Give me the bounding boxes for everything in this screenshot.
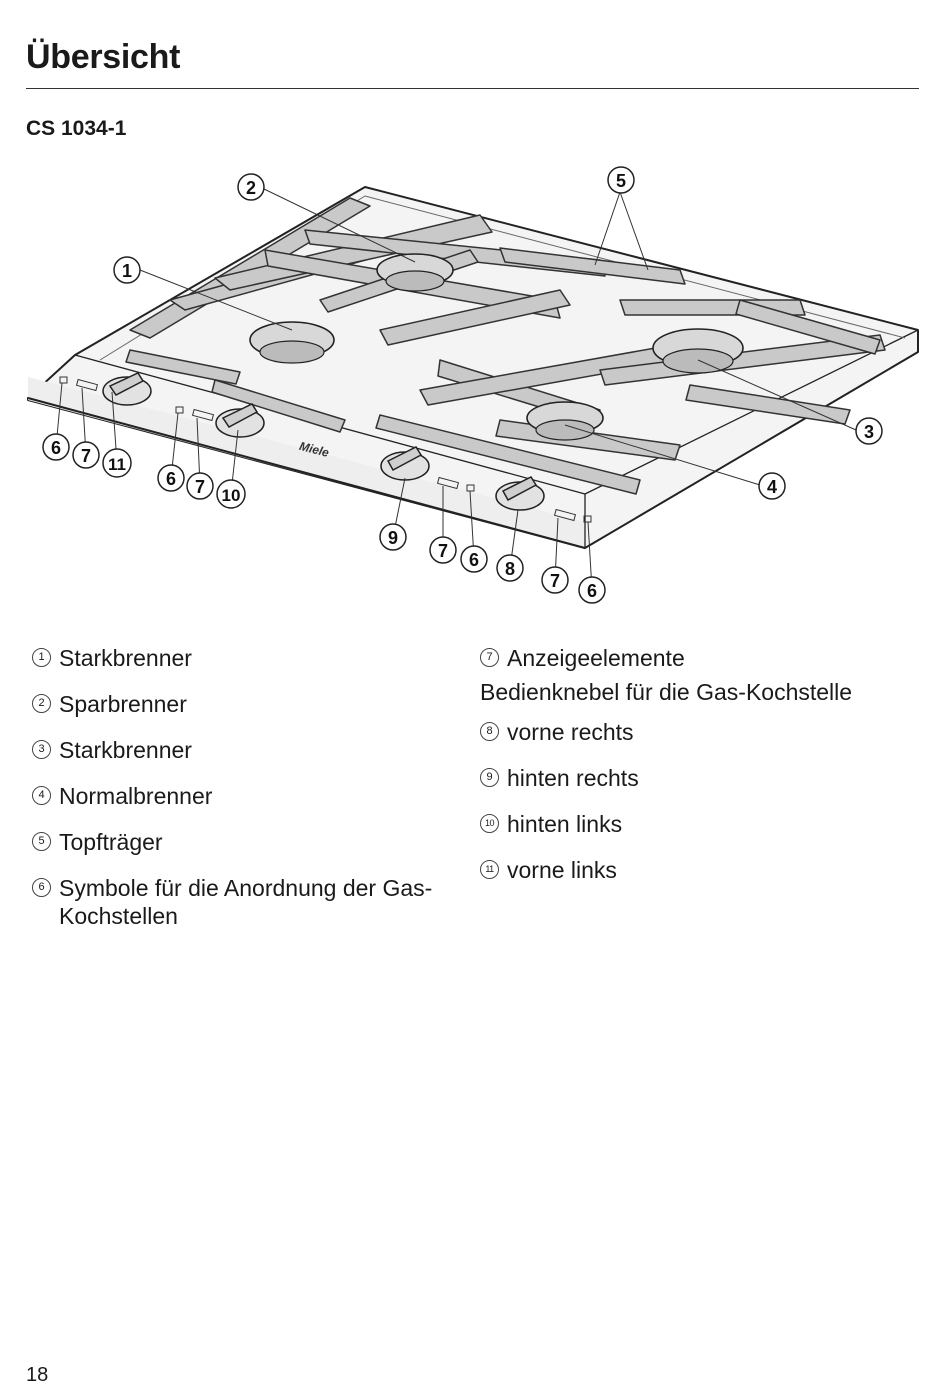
- legend-item: [32, 684, 462, 718]
- legend-text: Symbole für die Anordnung der Gas-Kochstellen: [59, 875, 433, 929]
- svg-text:6: 6: [468, 550, 480, 570]
- legend-item: [32, 776, 462, 810]
- burner-front-right: [527, 402, 603, 440]
- legend-left-column: [32, 638, 462, 930]
- svg-text:3: 3: [863, 422, 875, 442]
- callout-6c: [461, 546, 487, 572]
- legend-item: [480, 638, 920, 672]
- callout-4: [759, 473, 785, 499]
- legend-text: hinten links: [507, 811, 623, 837]
- legend-number: 7: [480, 648, 499, 667]
- callout-2: [238, 174, 264, 200]
- callout-10: [217, 480, 245, 508]
- svg-text:1: 1: [121, 261, 133, 281]
- svg-text:7: 7: [549, 571, 561, 591]
- legend-number: 11: [480, 860, 499, 879]
- legend-item: [32, 822, 462, 856]
- svg-text:6: 6: [165, 469, 177, 489]
- legend-text: hinten rechts: [507, 765, 639, 791]
- legend-number: 2: [32, 694, 51, 713]
- title-divider: [26, 88, 919, 89]
- callout-7c: [430, 537, 456, 563]
- brand-mark: Miele: [297, 439, 331, 460]
- legend-number: 9: [480, 768, 499, 787]
- page-title: Übersicht: [26, 38, 181, 76]
- burner-rear-left: [377, 254, 453, 291]
- callout-7d: [542, 567, 568, 593]
- legend-text: Starkbrenner: [59, 737, 192, 763]
- svg-text:8: 8: [504, 559, 516, 579]
- legend-text: Anzeigeelemente: [507, 645, 685, 671]
- callout-1: [114, 257, 140, 283]
- legend-item: [32, 638, 462, 672]
- legend-number: 5: [32, 832, 51, 851]
- svg-text:11: 11: [108, 455, 126, 474]
- callout-3: [856, 418, 882, 444]
- svg-text:7: 7: [194, 477, 206, 497]
- legend-text: Starkbrenner: [59, 645, 192, 671]
- callout-8: [497, 555, 523, 581]
- legend-number: 3: [32, 740, 51, 759]
- callout-6d: [579, 577, 605, 603]
- legend-text: vorne links: [507, 857, 617, 883]
- svg-text:7: 7: [437, 541, 449, 561]
- svg-text:7: 7: [80, 446, 92, 466]
- legend-number: 10: [480, 814, 499, 833]
- svg-text:5: 5: [615, 171, 627, 191]
- callout-11: [103, 449, 131, 477]
- svg-text:2: 2: [245, 178, 257, 198]
- svg-text:6: 6: [586, 581, 598, 601]
- burner-front-left: [250, 322, 334, 363]
- callout-7b: [187, 473, 213, 499]
- legend-number: 8: [480, 722, 499, 741]
- legend-number: 6: [32, 878, 51, 897]
- legend-item: [480, 758, 920, 792]
- legend-text: Topfträger: [59, 829, 163, 855]
- svg-text:6: 6: [50, 438, 62, 458]
- svg-text:4: 4: [766, 477, 778, 497]
- page-number: 18: [26, 1364, 49, 1386]
- legend-right-column: [480, 638, 920, 884]
- legend-item: [32, 868, 462, 930]
- svg-text:9: 9: [387, 528, 399, 548]
- legend-text: vorne rechts: [507, 719, 634, 745]
- callout-9: [380, 524, 406, 550]
- legend-item: [480, 850, 920, 884]
- legend-text: Sparbrenner: [59, 691, 187, 717]
- burner-rear-right: [653, 329, 743, 373]
- model-name: CS 1034-1: [26, 117, 127, 140]
- callout-7a: [73, 442, 99, 468]
- callout-6b: [158, 465, 184, 491]
- callout-5: [608, 167, 634, 193]
- legend-subheading: Bedienknebel für die Gas-Kochstelle: [480, 679, 853, 705]
- legend-number: 4: [32, 786, 51, 805]
- svg-text:10: 10: [221, 486, 241, 505]
- legend-item: [480, 804, 920, 838]
- legend-item: [480, 712, 920, 746]
- legend-item: [32, 730, 462, 764]
- legend-text: Normalbrenner: [59, 783, 213, 809]
- callout-6a: [43, 434, 69, 460]
- cooktop-illustration: [0, 160, 950, 620]
- legend-number: 1: [32, 648, 51, 667]
